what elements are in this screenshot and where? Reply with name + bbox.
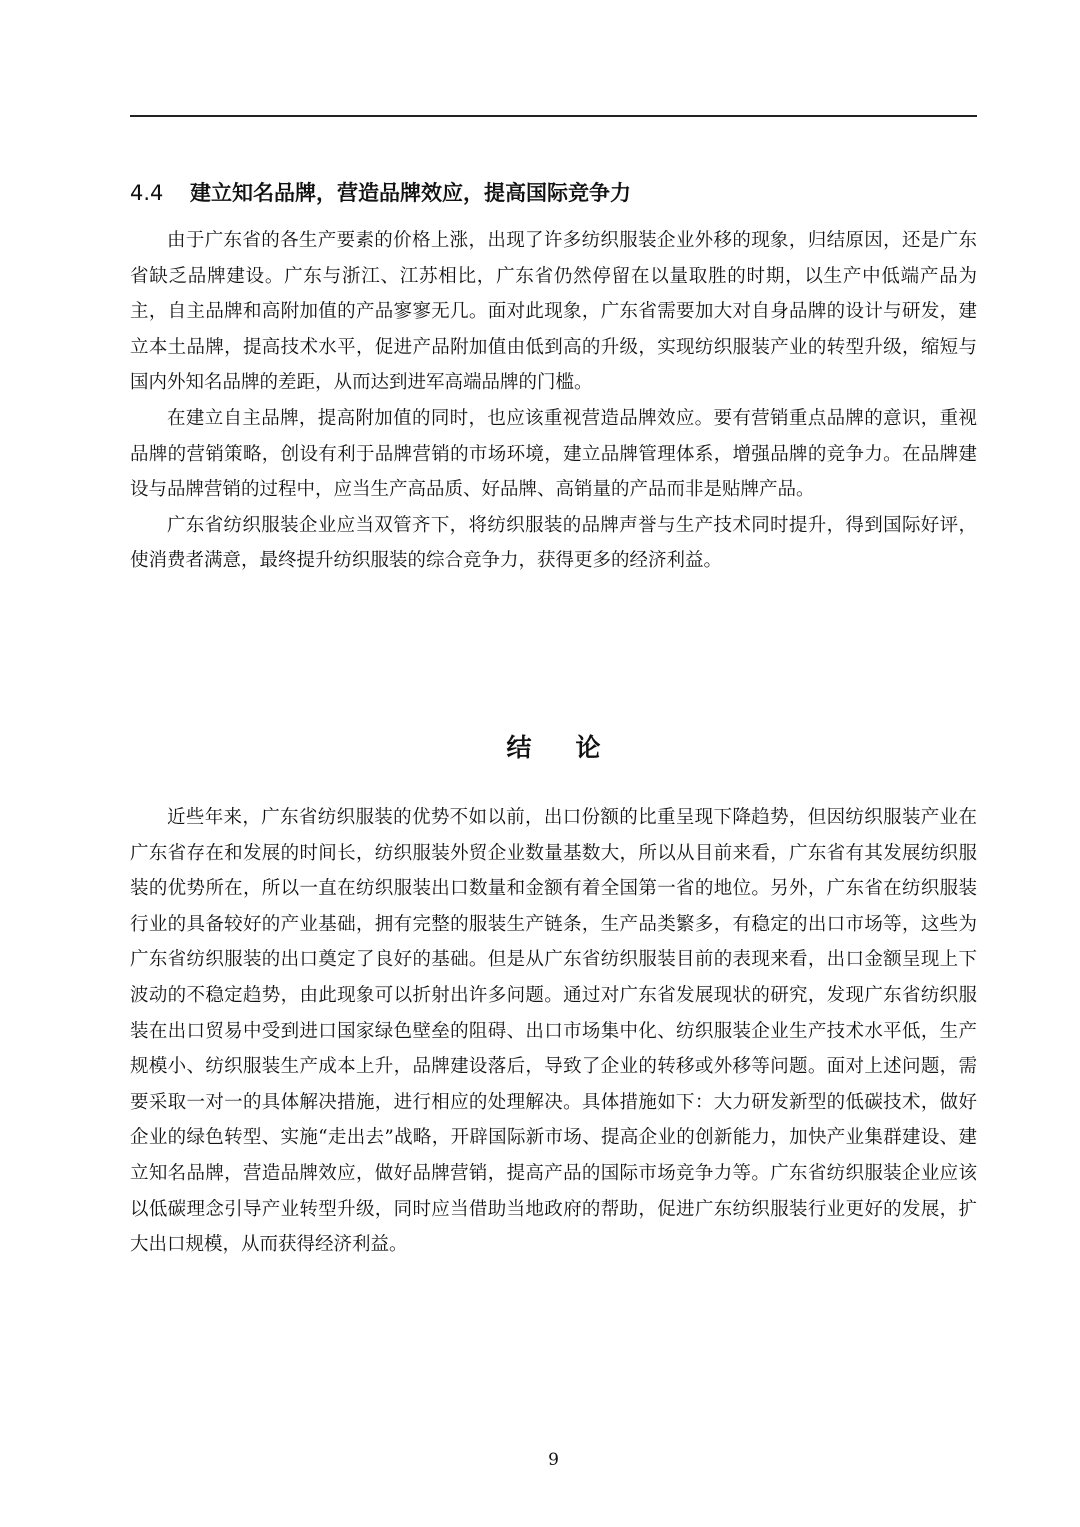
page-number: 9 (548, 1450, 559, 1470)
section-body (130, 223, 977, 579)
conclusion-title: 结论 (506, 733, 645, 762)
section-paragraph-1: 由于广东省的各生产要素的价格上涨，出现了许多纺织服装企业外移的现象，归结原因，还是广东省缺乏品牌建设。广东与浙江、江苏相比，广东省仍然停留在以量取胜的时期，以生产中低端产品为主，自主品牌和高附加值的产品寥寥无几。面对此现象，广东省需要加大对自身品牌的设计与研发，建立本土品牌，提高技术水平，促进产品附加值由低到高的升级，实现纺织服装产业的转型升级，缩短与国内外知名品牌的差距，从而达到进军高端品牌的门槛。 (130, 230, 977, 394)
section-number: 4.4 (130, 181, 164, 205)
section-heading (130, 176, 977, 210)
section-paragraph-2: 在建立自主品牌，提高附加值的同时，也应该重视营造品牌效应。要有营销重点品牌的意识，重视品牌的营销策略，创设有利于品牌营销的市场环境，建立品牌管理体系，增强品牌的竞争力。在品牌建设与品牌营销的过程中，应当生产高品质、好品牌、高销量的产品而非是贴牌产品。 (130, 407, 977, 501)
conclusion-paragraph-1: 近些年来，广东省纺织服装的优势不如以前，出口份额的比重呈现下降趋势，但因纺织服装产业在广东省存在和发展的时间长，纺织服装外贸企业数量基数大，所以从目前来看，广东省有其发展纺织服装的优势所在，所以一直在纺织服装出口数量和金额有着全国第一省的地位。另外，广东省在纺织服装行业的具备较好的产业基础，拥有完整的服装生产链条，生产品类繁多，有稳定的出口市场等，这些为广东省纺织服装的出口奠定了良好的基础。但是从广东省纺织服装目前的表现来看，出口金额呈现上下波动的不稳定趋势，由此现象可以折射出许多问题。通过对广东省发展现状的研究，发现广东省纺织服装在出口贸易中受到进口国家绿色壁垒的阻碍、出口市场集中化、纺织服装企业生产技术水平低，生产规模小、纺织服装生产成本上升，品牌建设落后，导致了企业的转移或外移等问题。面对上述问题，需要采取一对一的具体解决措施，进行相应的处理解决。具体措施如下：大力研发新型的低碳技术，做好企业的绿色转型、实施“走出去”战略，开辟国际新市场、提高企业的创新能力，加快产业集群建设、建立知名品牌，营造品牌效应，做好品牌营销，提高产品的国际市场竞争力等。广东省纺织服装企业应该以低碳理念引导产业转型升级，同时应当借助当地政府的帮助，促进广东纺织服装行业更好的发展，扩大出口规模，从而获得经济利益。 (130, 807, 977, 1256)
section-title: 建立知名品牌，营造品牌效应，提高国际竞争力 (190, 181, 631, 205)
header-rule (130, 115, 977, 117)
section-paragraph-3: 广东省纺织服装企业应当双管齐下，将纺织服装的品牌声誉与生产技术同时提升，得到国际好评，使消费者满意，最终提升纺织服装的综合竞争力，获得更多的经济利益。 (130, 514, 977, 572)
conclusion-body (130, 800, 977, 1263)
